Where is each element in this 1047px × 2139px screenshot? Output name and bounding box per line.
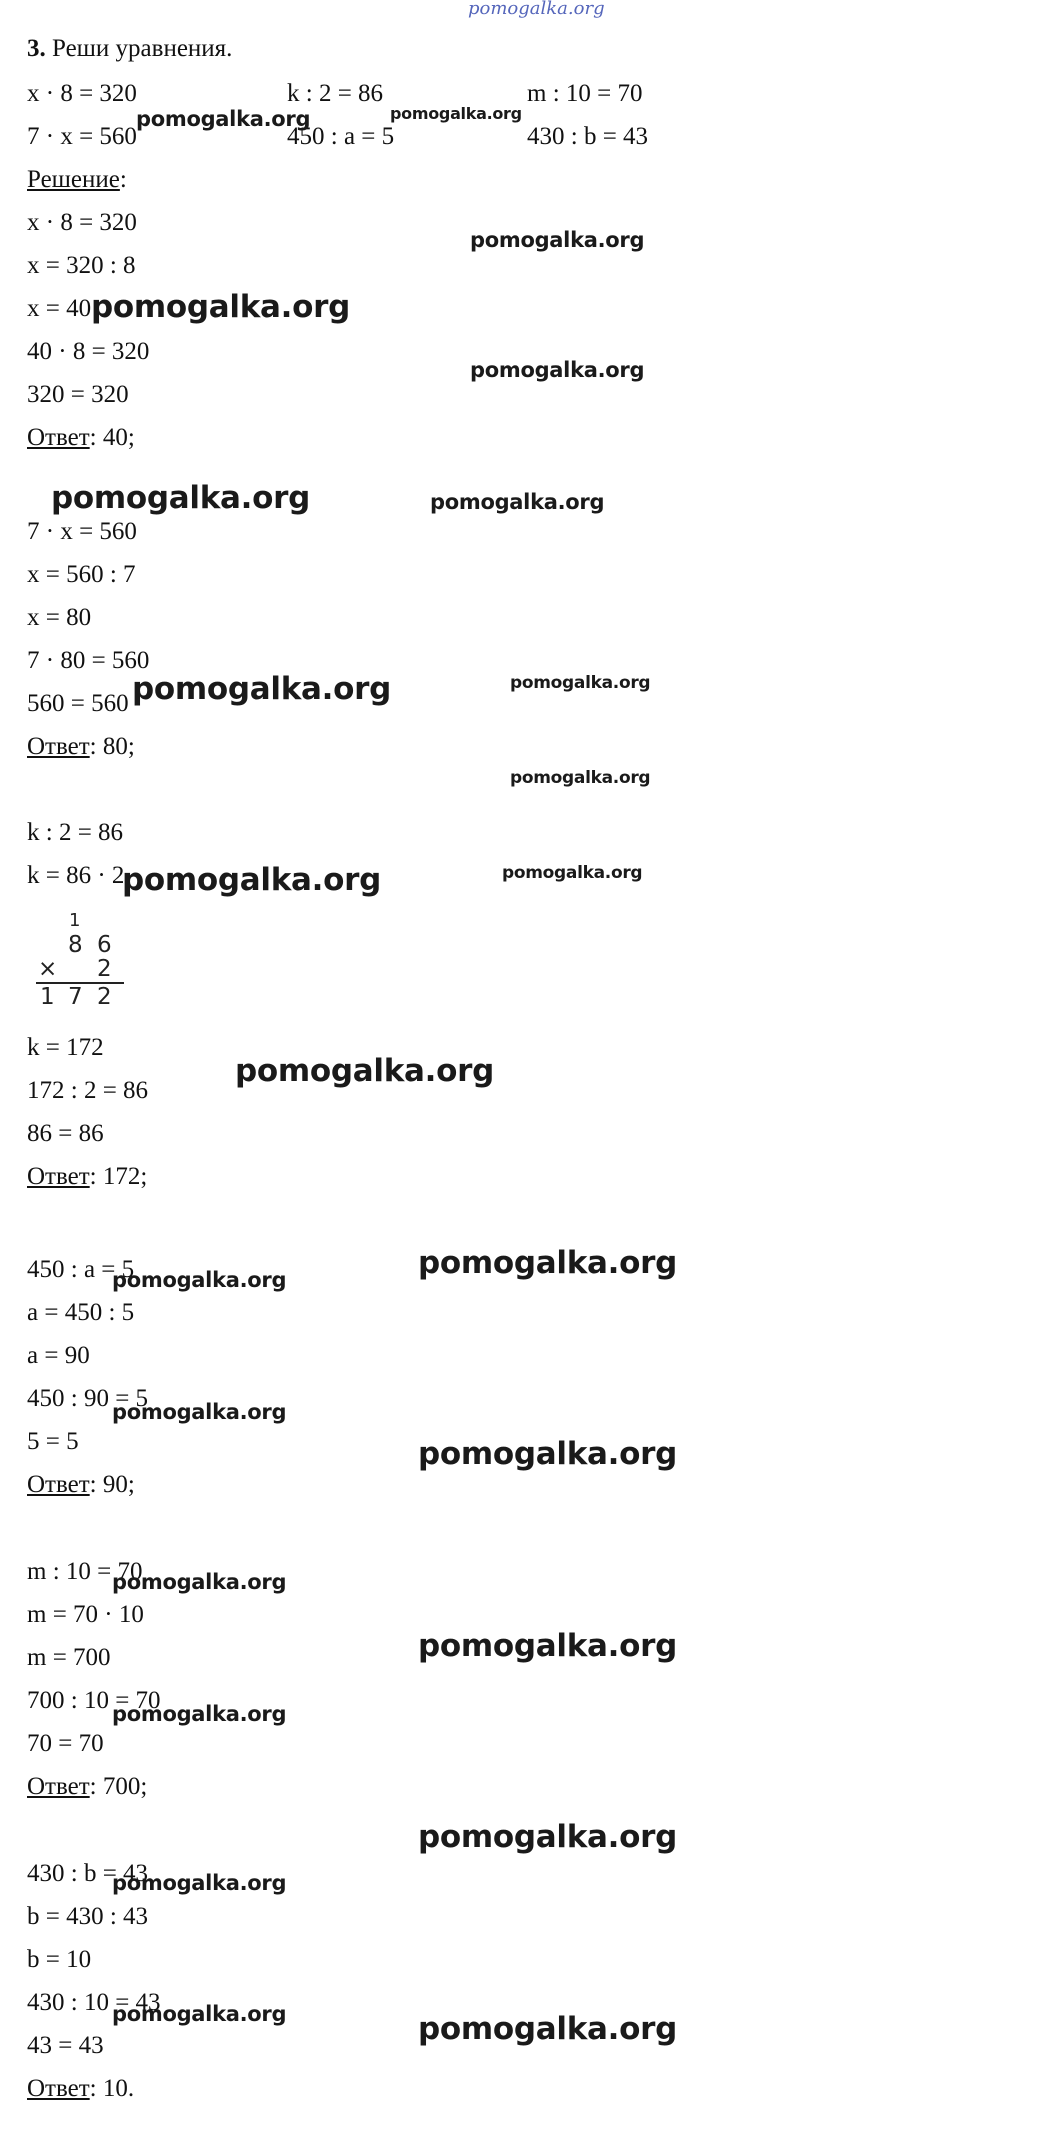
answer-value: : 90; [89,1471,135,1498]
equation: x · 8 = 320 [27,80,137,107]
multiply-sign: × [38,956,58,982]
watermark: pomogalka.org [112,1268,287,1292]
equation: m : 10 = 70 [527,80,643,107]
answer-line [27,1162,147,1192]
equation: 430 : b = 43 [527,123,649,150]
solution-line: 320 = 320 [27,381,129,408]
solution-line: k = 172 [27,1034,104,1061]
solution-line: x · 8 = 320 [27,209,137,236]
answer-line [27,1772,147,1802]
watermark: pomogalka.org [112,1871,287,1895]
solution-line: a = 450 : 5 [27,1299,135,1326]
watermark: pomogalka.org [112,1570,287,1594]
watermark: pomogalka.org [112,2002,287,2026]
calc-digit: 2 [97,956,112,982]
column-multiplication [32,910,127,1020]
solution-line: 86 = 86 [27,1120,104,1147]
solution-line: 70 = 70 [27,1730,104,1757]
solution-label: Решение [27,166,120,193]
watermark: pomogalka.org [430,490,605,514]
watermark-header: pomogalka.org [468,0,605,19]
answer-label: Ответ [27,733,90,760]
watermark: pomogalka.org [418,2011,678,2047]
calc-digit: 8 [68,932,83,958]
solution-line: 43 = 43 [27,2032,104,2059]
watermark: pomogalka.org [510,768,651,788]
solution-line: 7 · x = 560 [27,518,137,545]
answer-label: Ответ [27,1163,90,1190]
answer-value: : 40; [89,424,135,451]
solution-line: b = 430 : 43 [27,1903,149,1930]
solution-line: m = 70 · 10 [27,1601,144,1628]
solution-line: b = 10 [27,1946,92,1973]
equation: k : 2 = 86 [287,80,384,107]
solution-line: 560 = 560 [27,690,129,717]
solution-line: x = 80 [27,604,92,631]
calc-digit: 7 [68,984,83,1010]
calc-digit: 1 [40,984,55,1010]
watermark: pomogalka.org [502,863,643,883]
solution-line: 5 = 5 [27,1428,79,1455]
watermark: pomogalka.org [51,480,311,516]
calc-carry: 1 [69,910,81,931]
watermark: pomogalka.org [510,673,651,693]
calc-digit: 2 [97,984,112,1010]
watermark: pomogalka.org [470,358,645,382]
solution-line: 172 : 2 = 86 [27,1077,149,1104]
equation: 450 : a = 5 [287,123,395,150]
answer-line [27,1470,135,1500]
answer-label: Ответ [27,1773,90,1800]
watermark: pomogalka.org [132,671,392,707]
solution-line: k : 2 = 86 [27,819,124,846]
watermark: pomogalka.org [122,862,382,898]
watermark: pomogalka.org [112,1400,287,1424]
task-header [27,34,232,64]
solution-line: a = 90 [27,1342,90,1369]
watermark: pomogalka.org [418,1819,678,1855]
solution-line: 700 : 10 = 70 [27,1687,161,1714]
solution-heading: Решение: [27,166,127,193]
solution-line: m : 10 = 70 [27,1558,143,1585]
watermark: pomogalka.org [470,228,645,252]
solution-line: m = 700 [27,1644,111,1671]
watermark: pomogalka.org [91,289,351,325]
answer-label: Ответ [27,1471,90,1498]
watermark: pomogalka.org [136,107,311,131]
watermark: pomogalka.org [418,1628,678,1664]
answer-label: Ответ [27,424,90,451]
solution-line: 430 : 10 = 43 [27,1989,161,2016]
watermark: pomogalka.org [112,1702,287,1726]
answer-line [27,2074,134,2104]
solution-line: k = 86 · 2 [27,862,125,889]
solution-line: 450 : a = 5 [27,1256,135,1283]
solution-line: 40 · 8 = 320 [27,338,150,365]
answer-line [27,423,135,453]
equation: 7 · x = 560 [27,123,137,150]
answer-value: : 700; [89,1773,148,1800]
watermark: pomogalka.org [418,1245,678,1281]
answer-label: Ответ [27,2075,90,2102]
answer-value: : 10. [89,2075,135,2102]
answer-value: : 172; [89,1163,148,1190]
task-number: 3. [27,35,46,62]
watermark: pomogalka.org [390,104,522,123]
watermark: pomogalka.org [418,1436,678,1472]
solution-line: 7 · 80 = 560 [27,647,150,674]
calc-digit: 6 [97,932,112,958]
watermark: pomogalka.org [235,1053,495,1089]
solution-line: x = 40 [27,295,92,322]
solution-line: 450 : 90 = 5 [27,1385,149,1412]
task-title: Реши уравнения. [52,35,233,62]
solution-line: 430 : b = 43 [27,1860,149,1887]
solution-line: x = 320 : 8 [27,252,136,279]
answer-line [27,732,135,762]
answer-value: : 80; [89,733,135,760]
solution-line: x = 560 : 7 [27,561,136,588]
